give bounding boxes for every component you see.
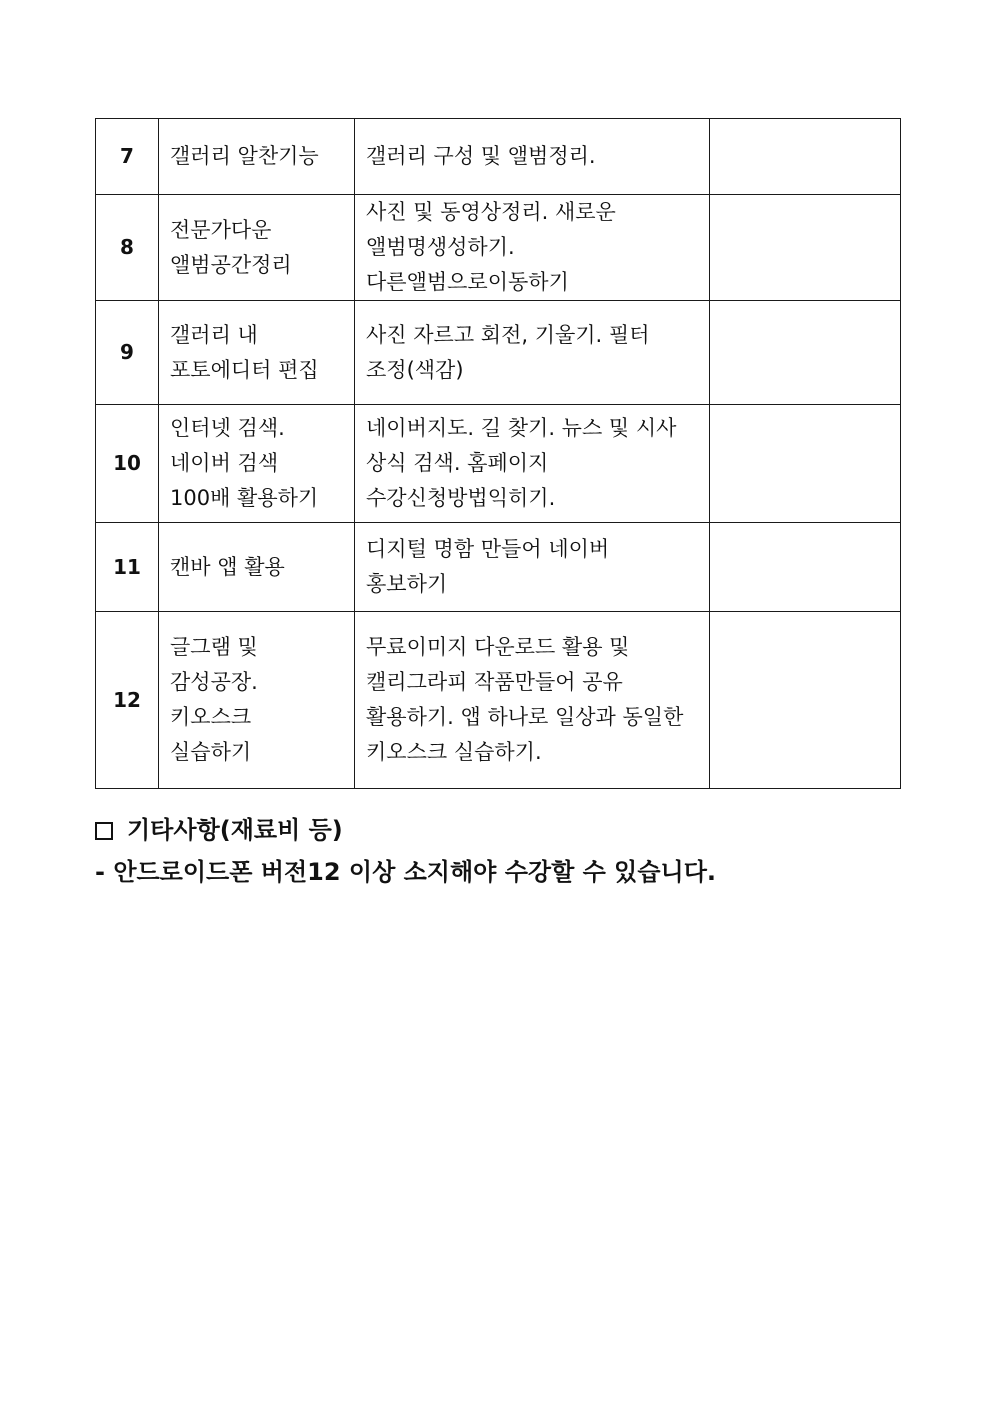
session-content — [355, 301, 710, 405]
session-number: 12 — [96, 612, 159, 789]
session-content — [355, 523, 710, 612]
session-content — [355, 195, 710, 301]
content-line: 사진 및 동영상정리. 새로운 — [366, 200, 616, 224]
curriculum-table — [95, 118, 901, 789]
topic-line: 감성공장. — [170, 670, 258, 694]
session-topic — [159, 301, 355, 405]
topic-line: 키오스크 — [170, 705, 252, 729]
content-line: 활용하기. 앱 하나로 일상과 동일한 — [366, 705, 684, 729]
session-number: 11 — [96, 523, 159, 612]
session-content — [355, 612, 710, 789]
session-number: 10 — [96, 405, 159, 523]
content-line: 캘리그라피 작품만들어 공유 — [366, 670, 623, 694]
content-line: 디지털 명함 만들어 네이버 — [366, 537, 610, 561]
session-content — [355, 405, 710, 523]
content-line: 다른앨범으로이동하기 — [366, 270, 569, 294]
notes-heading — [95, 810, 895, 850]
notes-requirement: - 안드로이드폰 버전12 이상 소지해야 수강할 수 있습니다. — [95, 858, 717, 886]
topic-line: 실습하기 — [170, 740, 252, 764]
table-row — [96, 119, 901, 195]
content-line: 무료이미지 다운로드 활용 및 — [366, 635, 630, 659]
additional-notes — [95, 810, 895, 894]
session-topic — [159, 195, 355, 301]
session-number: 8 — [96, 195, 159, 301]
session-topic — [159, 405, 355, 523]
session-note — [710, 195, 901, 301]
topic-line: 글그램 및 — [170, 635, 258, 659]
topic-line: 캔바 앱 활용 — [170, 554, 285, 579]
session-topic — [159, 612, 355, 789]
topic-line: 갤러리 알찬기능 — [170, 144, 319, 168]
checkbox-square-icon — [95, 822, 113, 840]
table-row — [96, 523, 901, 612]
session-note — [710, 119, 901, 195]
table-row — [96, 612, 901, 789]
table-row — [96, 195, 901, 301]
session-number: 9 — [96, 301, 159, 405]
session-note — [710, 612, 901, 789]
table-row — [96, 301, 901, 405]
topic-line: 인터넷 검색. — [170, 416, 285, 440]
topic-line: 앨범공간정리 — [170, 252, 292, 277]
topic-line: 갤러리 내 — [170, 322, 258, 347]
topic-line: 포토에디터 편집 — [170, 357, 319, 382]
content-line: 네이버지도. 길 찾기. 뉴스 및 시사 — [366, 416, 677, 440]
content-line: 조정(색감) — [366, 357, 464, 382]
content-line: 수강신청방법익히기. — [366, 486, 556, 510]
session-topic — [159, 119, 355, 195]
topic-line: 100배 활용하기 — [170, 486, 319, 510]
table-row — [96, 405, 901, 523]
session-content — [355, 119, 710, 195]
content-line: 갤러리 구성 및 앨범정리. — [366, 144, 596, 168]
topic-line: 네이버 검색 — [170, 451, 279, 475]
session-topic — [159, 523, 355, 612]
notes-heading-text: 기타사항(재료비 등) — [127, 816, 343, 844]
content-line: 앨범명생성하기. — [366, 235, 515, 259]
curriculum-table-body — [96, 119, 901, 789]
session-note — [710, 523, 901, 612]
session-number: 7 — [96, 119, 159, 195]
content-line: 홍보하기 — [366, 572, 448, 596]
session-note — [710, 301, 901, 405]
session-note — [710, 405, 901, 523]
content-line: 사진 자르고 회전, 기울기. 필터 — [366, 322, 650, 347]
content-line: 상식 검색. 홈페이지 — [366, 451, 549, 475]
topic-line: 전문가다운 — [170, 217, 272, 242]
content-line: 키오스크 실습하기. — [366, 740, 542, 764]
